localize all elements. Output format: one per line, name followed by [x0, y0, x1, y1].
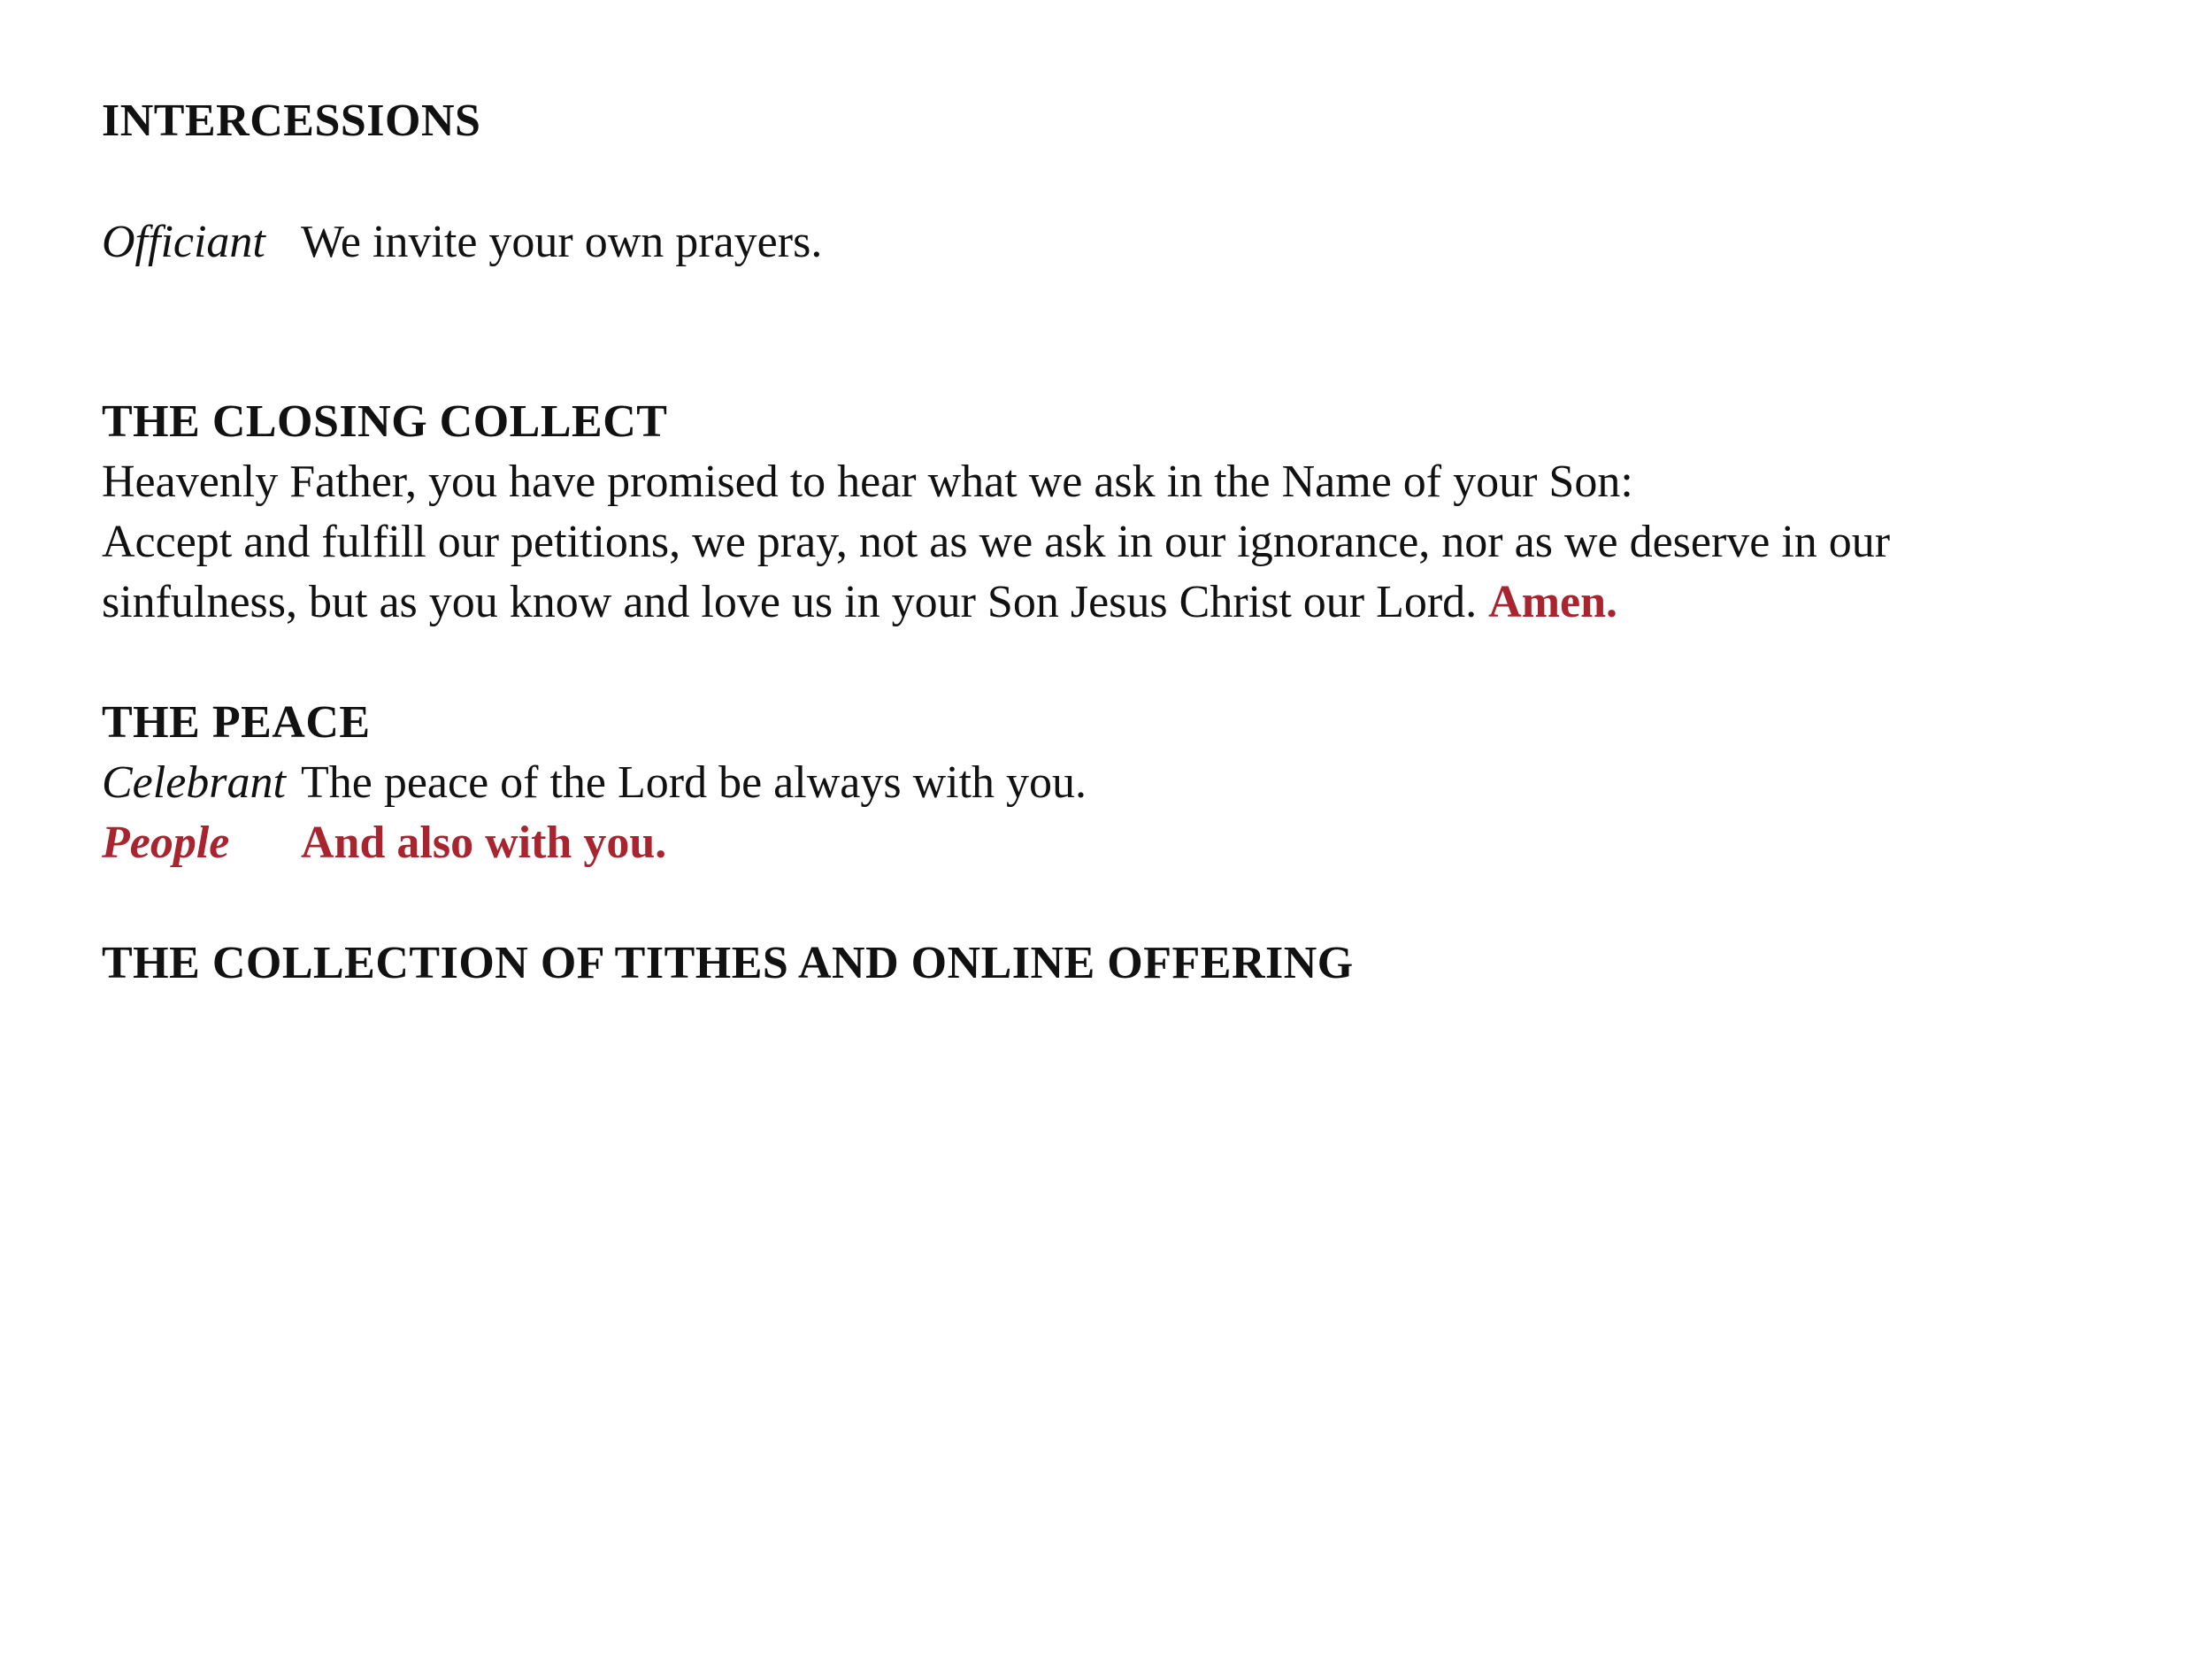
people-line — [102, 813, 666, 873]
collect-line-1: Heavenly Father, you have promised to hear what we ask in the Name of your Son: — [102, 457, 1633, 507]
officiant-line — [102, 212, 822, 273]
people-response: And also with you. — [301, 818, 667, 868]
peace-heading: THE PEACE — [102, 697, 371, 748]
collect-line-3-text: sinfulness, but as you know and love us in your Son Jesus Christ our Lord. — [102, 577, 1478, 627]
collection-heading: THE COLLECTION OF TITHES AND ONLINE OFFERING — [102, 938, 1354, 988]
collect-line-3 — [102, 572, 1617, 633]
collect-amen-response: Amen. — [1488, 577, 1618, 627]
celebrant-text: The peace of the Lord be always with you. — [301, 757, 1087, 808]
celebrant-line — [102, 753, 1087, 813]
intercessions-heading: INTERCESSIONS — [102, 96, 481, 146]
people-role: People — [102, 818, 230, 868]
officiant-role: Officiant — [102, 217, 265, 267]
closing-collect-heading: THE CLOSING COLLECT — [102, 396, 668, 447]
officiant-text: We invite your own prayers. — [301, 217, 823, 267]
collect-line-2: Accept and fulfill our petitions, we pray, not as we ask in our ignorance, nor as we deserve in our — [102, 517, 1891, 567]
celebrant-role: Celebrant — [102, 757, 286, 808]
